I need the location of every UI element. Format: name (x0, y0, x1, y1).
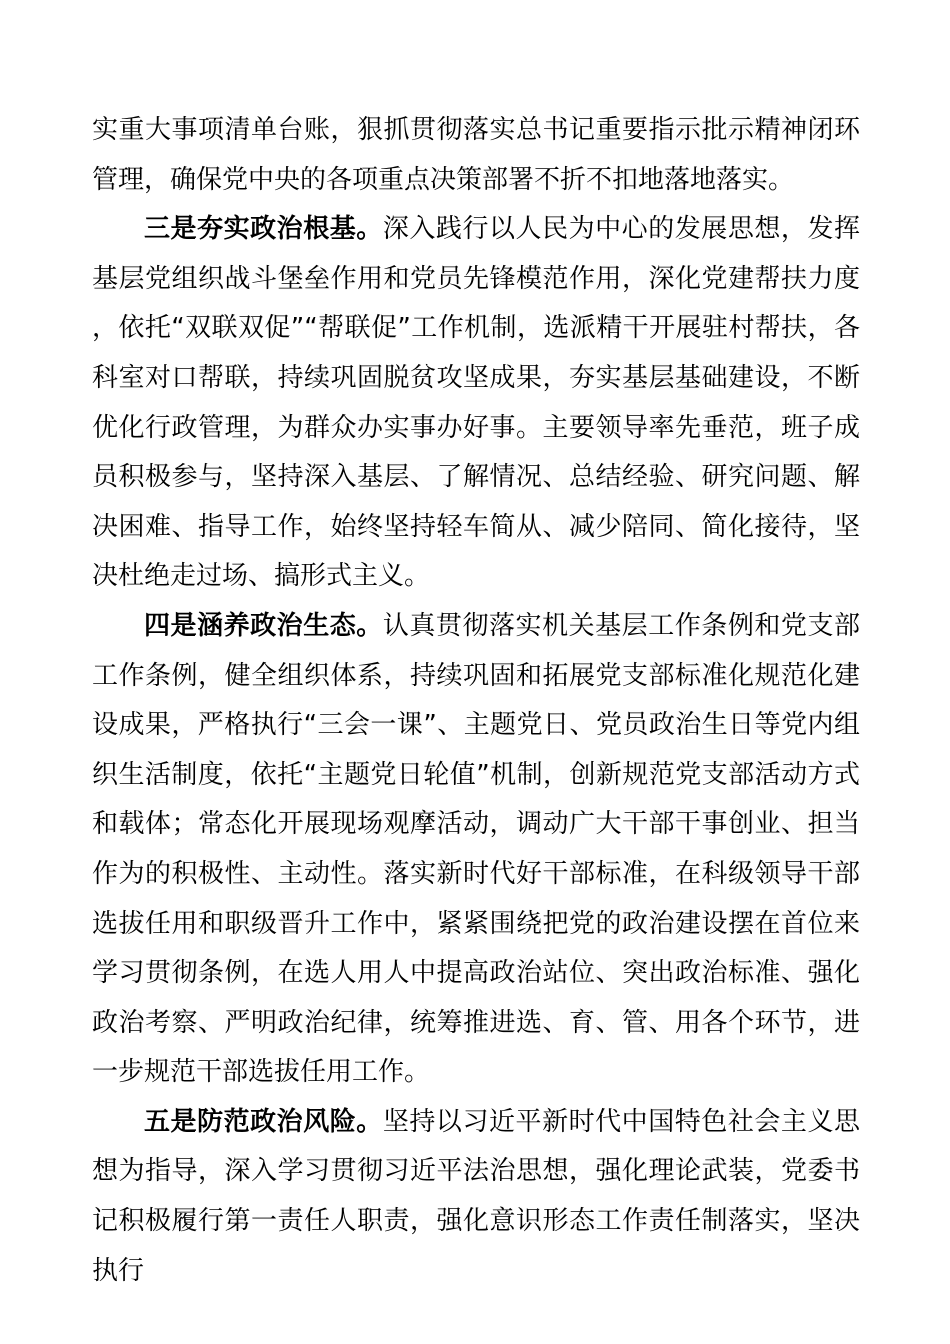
paragraph-continued (92, 106, 860, 205)
document-page (92, 106, 860, 1296)
paragraph-heading: 四是涵养政治生态。 (144, 610, 383, 641)
paragraph-body: 认真贯彻落实机关基层工作条例和党支部工作条例，健全组织体系，持续巩固和拓展党支部标准化规范化建设成果，严格执行“三会一课”、主题党日、党员政治生日等党内组织生活制度，依托“主题党日轮值”机制，创新规范党支部活动方式和载体；常态化开展现场观摩活动，调动广大干部干事创业、担当作为的积极性、主动性。落实新时代好干部标准，在科级领导干部选拔任用和职级晋升工作中，紧紧围绕把党的政治建设摆在首位来学习贯彻条例，在选人用人中提高政治站位、突出政治标准、强化政治考察、严明政治纪律，统筹推进选、育、管、用各个环节，进一步规范干部选拔任用工作。 (92, 610, 860, 1088)
paragraph-body: 实重大事项清单台账，狠抓贯彻落实总书记重要指示批示精神闭环管理，确保党中央的各项重点决策部署不折不扣地落地落实。 (92, 115, 860, 195)
paragraph-political-ecology (92, 602, 860, 1098)
paragraph-heading: 五是防范政治风险。 (144, 1106, 383, 1137)
paragraph-political-risk (92, 1098, 860, 1296)
paragraph-body: 坚持以习近平新时代中国特色社会主义思想为指导，深入学习贯彻习近平法治思想，强化理论武装，党委书记积极履行第一责任人职责，强化意识形态工作责任制落实，坚决执行 (92, 1106, 860, 1286)
paragraph-body: 深入践行以人民为中心的发展思想，发挥基层党组织战斗堡垒作用和党员先锋模范作用，深化党建帮扶力度，依托“双联双促”“帮联促”工作机制，选派精干开展驻村帮扶，各科室对口帮联，持续巩固脱贫攻坚成果，夯实基层基础建设，不断优化行政管理，为群众办实事办好事。主要领导率先垂范，班子成员积极参与，坚持深入基层、了解情况、总结经验、研究问题、解决困难、指导工作，始终坚持轻车简从、减少陪同、简化接待，坚决杜绝走过场、搞形式主义。 (92, 214, 860, 592)
paragraph-political-foundation (92, 205, 860, 602)
paragraph-heading: 三是夯实政治根基。 (144, 214, 383, 245)
